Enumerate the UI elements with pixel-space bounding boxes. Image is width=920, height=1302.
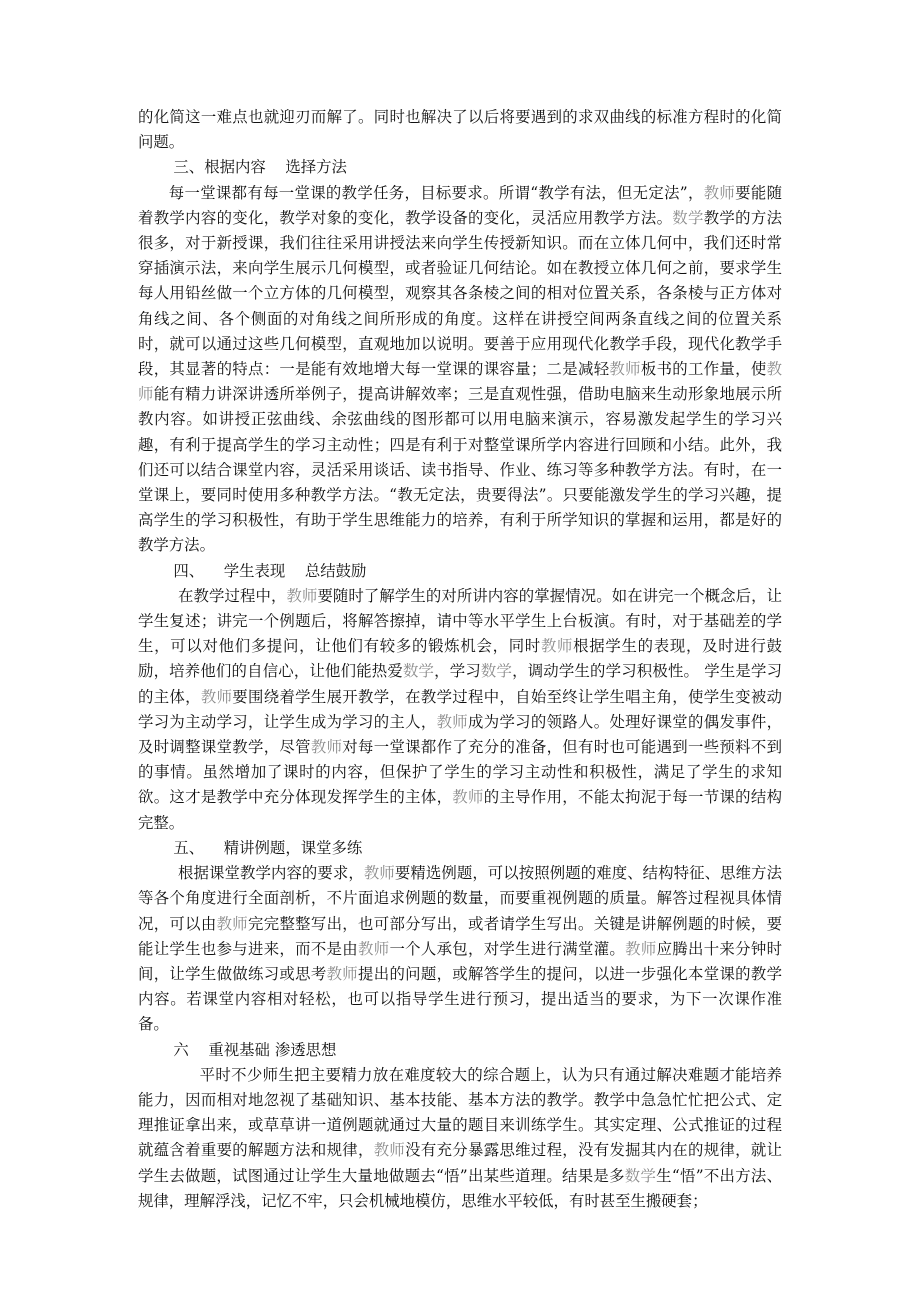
body-paragraph	[138, 105, 782, 155]
keyword-link-text: 教师	[703, 183, 736, 202]
text-segment: ，调动学生的学习积极性。 学生是学习的主体，	[138, 662, 782, 706]
keyword-link-text: 数学	[672, 208, 704, 227]
keyword-link-text: 教师	[436, 712, 469, 731]
text-segment: 每一堂课都有每一堂课的教学任务，目标要求。所谓“教学有法，但无定法”，	[168, 183, 704, 202]
text-segment: 成为学习的领路人。处理好课堂的偶发事件，及时调整课堂教学，尽管	[138, 712, 782, 757]
text-segment: 的主导作用，不能太拘泥于每一节课的结构完整。	[138, 788, 782, 832]
keyword-link-text: 教师	[138, 360, 782, 404]
text-segment: 六 重视基础 渗透思想	[173, 1040, 337, 1059]
text-segment: 提出的问题，或解答学生的提问，以进一步强化本堂课的教学内容。若课堂内容相对轻松，也可以指导学生进行预习，提出适当的要求，为下一次课作准备。	[138, 964, 782, 1034]
text-segment: 四、 学生表现 总结鼓励	[173, 561, 367, 580]
text-segment: ，学习	[434, 662, 481, 681]
keyword-link-text: 数学	[480, 662, 513, 681]
keyword-link-text: 数学	[402, 662, 435, 681]
body-paragraph	[138, 861, 782, 1037]
text-segment: 完完整整写出，也可部分写出，或者请学生写出。关键是讲解例题的时候，要能让学生也参与进来，而不是由	[138, 914, 782, 958]
body-paragraph	[138, 181, 782, 559]
text-segment: 五、 精讲例题，课堂多练	[173, 838, 363, 857]
text-segment: 根据学生的表现，及时进行鼓励，培养他们的自信心，让他们能热爱	[138, 637, 782, 681]
keyword-link-text: 教师	[373, 1141, 406, 1160]
text-segment: 根据课堂教学内容的要求，	[178, 864, 364, 883]
text-segment: 一个人承包，对学生进行满堂灌。	[389, 939, 626, 958]
text-segment: 三、根据内容 选择方法	[173, 158, 347, 177]
keyword-link-text: 教师	[452, 788, 484, 807]
keyword-link-text: 数学	[624, 1166, 657, 1185]
text-segment: 平时不少师生把主要精力放在难度较大的综合题上，认为只有通过解决难题才能培养能力，因而相对地忽视了基础知识、基本技能、基本方法的教学。教学中急急忙忙把公式、定理推证拿出来，或草草讲一道例题就通过大量的题目来训练学生。其实定理、公式推证的过程就蕴含着重要的解题方法和规律，	[138, 1065, 782, 1160]
section-heading	[138, 836, 782, 861]
section-heading	[138, 559, 782, 584]
text-segment: 要随时了解学生的对所讲内容的掌握情况。如在讲完一个概念后，让学生复述；讲完一个例题后，将解答擦掉，请中等水平学生上台板演。有时，对于基础差的学生，可以对他们多提问，让他们有较多的锻炼机会，同时	[138, 586, 782, 656]
text-segment: 要精选例题，可以按照例题的难度、结构特征、思维方法等各个角度进行全面剖析，不片面追求例题的数量，而要重视例题的质量。解答过程视具体情况，可以由	[138, 864, 782, 933]
text-segment: 的化简这一难点也就迎刃而解了。同时也解决了以后将要遇到的求双曲线的标准方程时的化简问题。	[138, 108, 782, 152]
text-segment: 教学的方法很多，对于新授课，我们往往采用讲授法来向学生传授新知识。而在立体几何中，我们还时常穿插演示法，来向学生展示几何模型，或者验证几何结论。如在教授立体几何之前，要求学生每人用铅丝做一个立方体的几何模型，观察其各条棱之间的相对位置关系，各条棱与正方体对角线之间、各个侧面的对角线之间所形成的角度。这样在讲授空间两条直线之间的位置关系时，就可以通过这些几何模型，直观地加以说明。要善于应用现代化教学手段，现代化教学手段，其显著的特点：一是能有效地增大每一堂课的课容量；二是减轻	[138, 208, 782, 379]
keyword-link-text: 教师	[326, 964, 359, 983]
text-segment: 要围绕着学生展开教学，在教学过程中，自始至终让学生唱主角，使学生变被动学习为主动学习，让学生成为学习的主人，	[138, 687, 782, 731]
keyword-link-text: 教师	[540, 637, 574, 656]
keyword-link-text: 教师	[216, 914, 249, 933]
text-segment: 要能随着教学内容的变化，教学对象的变化，教学设备的变化，灵活应用教学方法。	[138, 183, 782, 227]
body-paragraph	[138, 584, 782, 836]
section-heading	[138, 1038, 782, 1063]
section-heading	[138, 155, 782, 180]
text-segment: 没有充分暴露思维过程，没有发掘其内在的规律，就让学生去做题，试图通过让学生大量地做题去“悟”出某些道理。结果是多	[138, 1141, 782, 1185]
keyword-link-text: 教师	[625, 939, 657, 958]
keyword-link-text: 教师	[286, 586, 318, 605]
keyword-link-text: 教师	[200, 687, 233, 706]
text-segment: 在教学过程中，	[178, 586, 287, 605]
text-segment: 板书的工作量，使	[640, 360, 767, 379]
text-segment: 生“悟”不出方法、规律，理解浮浅，记忆不牢，只会机械地模仿，思维水平较低，有时甚至生搬硬套；	[138, 1166, 782, 1210]
text-segment: 应腾出十来分钟时间，让学生做做练习或思考	[138, 939, 782, 983]
keyword-link-text: 教师	[609, 360, 641, 379]
body-paragraph	[138, 1063, 782, 1214]
keyword-link-text: 教师	[310, 738, 343, 757]
text-segment: 对每一堂课都作了充分的准备，但有时也可能遇到一些预料不到的事情。虽然增加了课时的内容，但保护了学生的学习主动性和积极性，满足了学生的求知欲。这才是教学中充分体现发挥学生的主体，	[138, 738, 782, 807]
keyword-link-text: 教师	[358, 939, 390, 958]
keyword-link-text: 教师	[363, 864, 395, 883]
text-segment: 能有精力讲深讲透所举例子，提高讲解效率；三是直观性强，借助电脑来生动形象地展示所教内容。如讲授正弦曲线、余弦曲线的图形都可以用电脑来演示，容易激发起学生的学习兴趣，有利于提高学生的学习主动性；四是有利于对整堂课所学内容进行回顾和小结。此外，我们还可以结合课堂内容，灵活采用谈话、读书指导、作业、练习等多种教学方法。有时，在一堂课上，要同时使用多种教学方法。“教无定法，贵要得法”。只要能激发学生的学习兴趣，提高学生的学习积极性，有助于学生思维能力的培养，有利于所学知识的掌握和运用，都是好的教学方法。	[138, 385, 782, 555]
